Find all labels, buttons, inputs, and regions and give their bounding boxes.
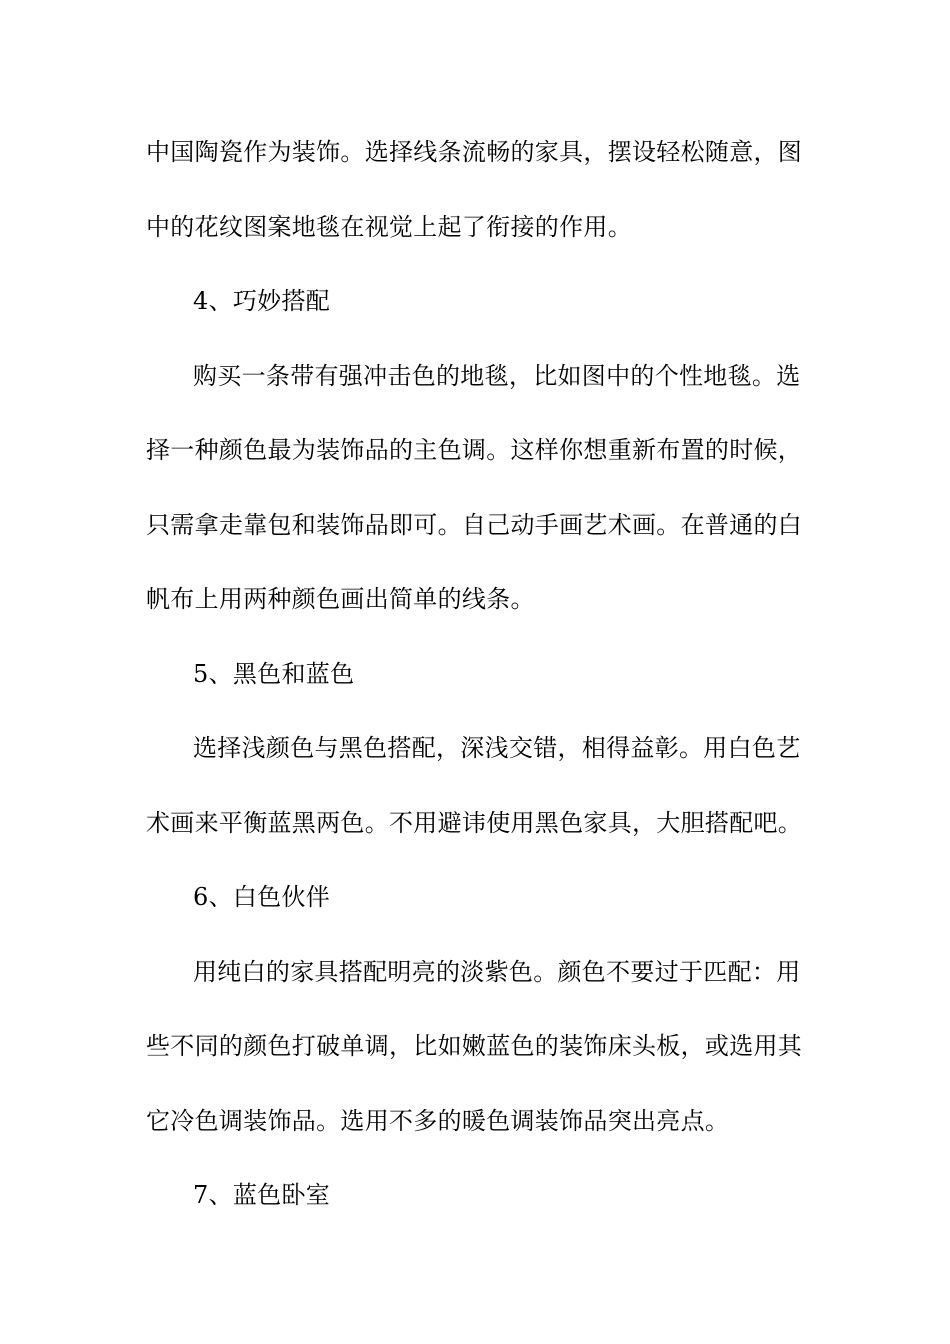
section-heading: 7、蓝色卧室 — [193, 1181, 331, 1209]
paragraph-line: 只需拿走靠包和装饰品即可。自己动手画艺术画。在普通的白 — [146, 511, 803, 539]
section-heading: 5、黑色和蓝色 — [193, 660, 355, 688]
paragraph-line: 购买一条带有强冲击色的地毯，比如图中的个性地毯。选 — [193, 362, 801, 390]
paragraph-line: 择一种颜色最为装饰品的主色调。这样你想重新布置的时候， — [146, 436, 803, 464]
paragraph-line: 选择浅颜色与黑色搭配，深浅交错，相得益彰。用白色艺 — [193, 734, 801, 762]
paragraph-line: 用纯白的家具搭配明亮的淡紫色。颜色不要过于匹配：用 — [193, 958, 801, 986]
section-heading: 4、巧妙搭配 — [193, 287, 331, 315]
paragraph-line: 术画来平衡蓝黑两色。不用避讳使用黑色家具，大胆搭配吧。 — [146, 809, 803, 837]
paragraph-line: 中国陶瓷作为装饰。选择线条流畅的家具，摆设轻松随意，图 — [146, 138, 803, 166]
section-heading: 6、白色伙伴 — [193, 883, 331, 911]
paragraph-line: 些不同的颜色打破单调，比如嫩蓝色的装饰床头板，或选用其 — [146, 1032, 803, 1060]
paragraph-line: 帆布上用两种颜色画出简单的线条。 — [146, 585, 535, 613]
paragraph-line: 它冷色调装饰品。选用不多的暖色调装饰品突出亮点。 — [146, 1107, 730, 1135]
paragraph-line: 中的花纹图案地毯在视觉上起了衔接的作用。 — [146, 213, 632, 241]
